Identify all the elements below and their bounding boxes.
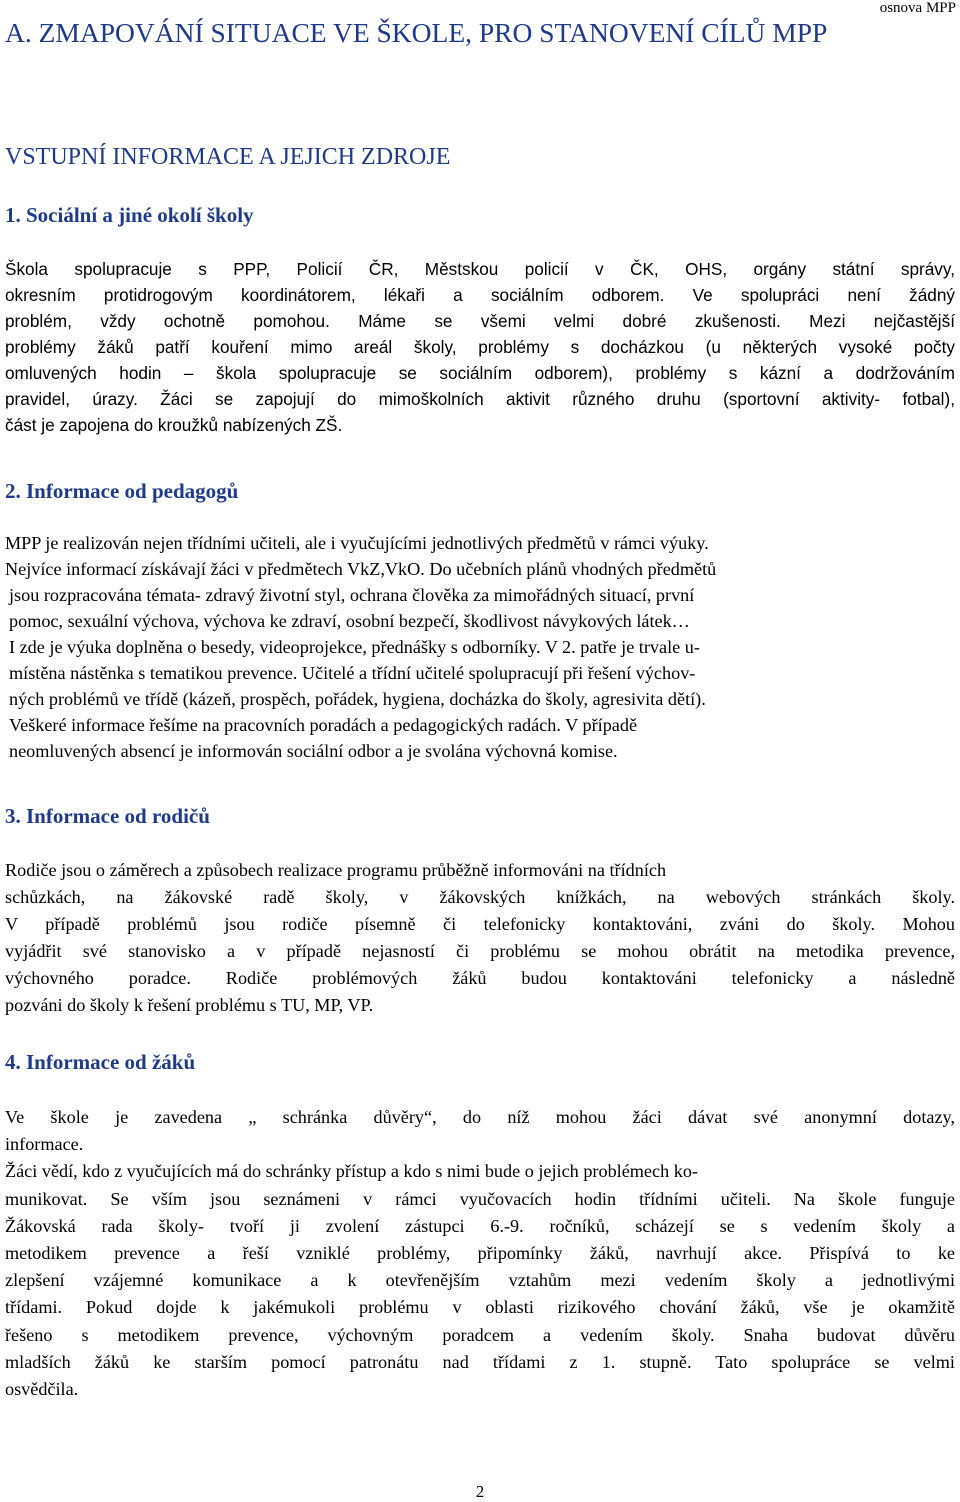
paragraph-line: část je zapojena do kroužků nabízených ZŠ.: [5, 415, 343, 435]
paragraph-line: řešeno s metodikem prevence, výchovným poradcem a vedením školy. Snaha budovat důvěru: [5, 1324, 955, 1345]
paragraph-line: Žáci vědí, kdo z vyučujících má do schránky přístup a kdo s nimi bude o jejich problémech ko-: [5, 1161, 698, 1182]
paragraph-line: pozváni do školy k řešení problému s TU, MP, VP.: [5, 995, 374, 1015]
paragraph-line: I zde je výuka doplněna o besedy, videoprojekce, přednášky s odborníky. V 2. patře je trvale u-: [9, 637, 700, 657]
paragraph-line: okresním protidrogovým koordinátorem, lékaři a sociálním odborem. Ve spolupráci není žádný: [5, 285, 955, 305]
paragraph-line: problém, vždy ochotně pomohou. Máme se všemi velmi dobré zkušenosti. Mezi nejčastější: [5, 311, 955, 331]
paragraph-line: vyjádřit své stanovisko a v případě nejasností či problému se mohou obrátit na metodika prevence,: [5, 941, 955, 961]
paragraph-line: Žákovská rada školy- tvoří ji zvolení zástupci 6.-9. ročníků, scházejí se s vedením školy a: [5, 1215, 955, 1236]
page-title: A. ZMAPOVÁNÍ SITUACE VE ŠKOLE, PRO STANOVENÍ CÍLŮ MPP: [5, 17, 828, 48]
paragraph-line: problémy žáků patří kouření mimo areál školy, problémy s docházkou (u některých vysoké počty: [5, 337, 955, 357]
paragraph-line: zlepšení vzájemné komunikace a k otevřenějším vztahům mezi vedením školy a jednotlivými: [5, 1270, 955, 1291]
paragraph-line: Ve škole je zavedena „ schránka důvěry“, do níž mohou žáci dávat své anonymní dotazy,: [5, 1107, 955, 1127]
section-3-heading: 3. Informace od rodičů: [5, 804, 210, 828]
section-1-body: [5, 256, 955, 438]
paragraph-line: Nejvíce informací získávají žáci v předmětech VkZ,VkO. Do učebních plánů vhodných předmětů: [5, 559, 717, 579]
paragraph-line: místěna nástěnka s tematikou prevence. Učitelé a třídní učitelé spolupracují při řešení výchov-: [9, 663, 696, 683]
page-number: 2: [475, 1482, 485, 1501]
running-header: osnova MPP: [879, 0, 956, 16]
paragraph-line: informace.: [5, 1134, 84, 1155]
section-2-heading: 2. Informace od pedagogů: [5, 479, 239, 503]
paragraph-line: omluvených hodin – škola spolupracuje se sociálním odborem), problémy s kázní a dodržováním: [5, 363, 955, 383]
paragraph-line: Škola spolupracuje s PPP, Policií ČR, Městskou policií v ČK, OHS, orgány státní správy,: [5, 259, 955, 279]
paragraph-line: schůzkách, na žákovské radě školy, v žákovských knížkách, na webových stránkách školy.: [5, 887, 955, 907]
page-subtitle: VSTUPNÍ INFORMACE A JEJICH ZDROJE: [5, 144, 451, 170]
section-1-heading: 1. Sociální a jiné okolí školy: [5, 203, 254, 227]
paragraph-line: MPP je realizován nejen třídními učiteli, ale i vyučujícími jednotlivých předmětů v rámci výuky.: [5, 533, 709, 553]
paragraph-line: osvědčila.: [5, 1379, 79, 1400]
paragraph-line: V případě problémů jsou rodiče písemně či telefonicky kontaktováni, zváni do školy. Mohou: [5, 914, 955, 934]
paragraph-line: metodikem prevence a řeší vzniklé problémy, připomínky žáků, navrhují akce. Přispívá to ke: [5, 1243, 955, 1264]
paragraph-line: výchovného poradce. Rodiče problémových žáků budou kontaktováni telefonicky a následně: [5, 968, 955, 988]
section-4-heading: 4. Informace od žáků: [5, 1050, 196, 1074]
paragraph-line: munikovat. Se vším jsou seznámeni v rámci vyučovacích hodin třídními učiteli. Na škole funguje: [5, 1188, 955, 1209]
paragraph-line: mladších žáků ke starším pomocí patronátu nad třídami z 1. stupně. Tato spolupráce se velmi: [5, 1351, 955, 1372]
paragraph-line: ných problémů ve třídě (kázeň, prospěch, pořádek, hygiena, docházka do školy, agresivita dětí).: [9, 689, 706, 709]
section-4-body: [5, 1104, 955, 1403]
paragraph-line: neomluvených absencí je informován sociální odbor a je svolána výchovná komise.: [9, 741, 618, 761]
paragraph-line: jsou rozpracována témata- zdravý životní styl, ochrana člověka za mimořádných situací, první: [9, 585, 695, 605]
paragraph-line: třídami. Pokud dojde k jakémukoli problému v oblasti rizikového chování žáků, vše je okamžitě: [5, 1297, 955, 1318]
section-2-body: [5, 530, 955, 764]
section-3-body: [5, 857, 955, 1019]
paragraph-line: pomoc, sexuální výchova, výchova ke zdraví, osobní bezpečí, škodlivost návykových látek…: [9, 611, 690, 631]
paragraph-line: Veškeré informace řešíme na pracovních poradách a pedagogických radách. V případě: [9, 715, 638, 735]
paragraph-line: Rodiče jsou o záměrech a způsobech realizace programu průběžně informováni na třídních: [5, 860, 667, 880]
paragraph-line: pravidel, úrazy. Žáci se zapojují do mimoškolních aktivit různého druhu (sportovní aktivity- fotbal),: [5, 389, 955, 409]
